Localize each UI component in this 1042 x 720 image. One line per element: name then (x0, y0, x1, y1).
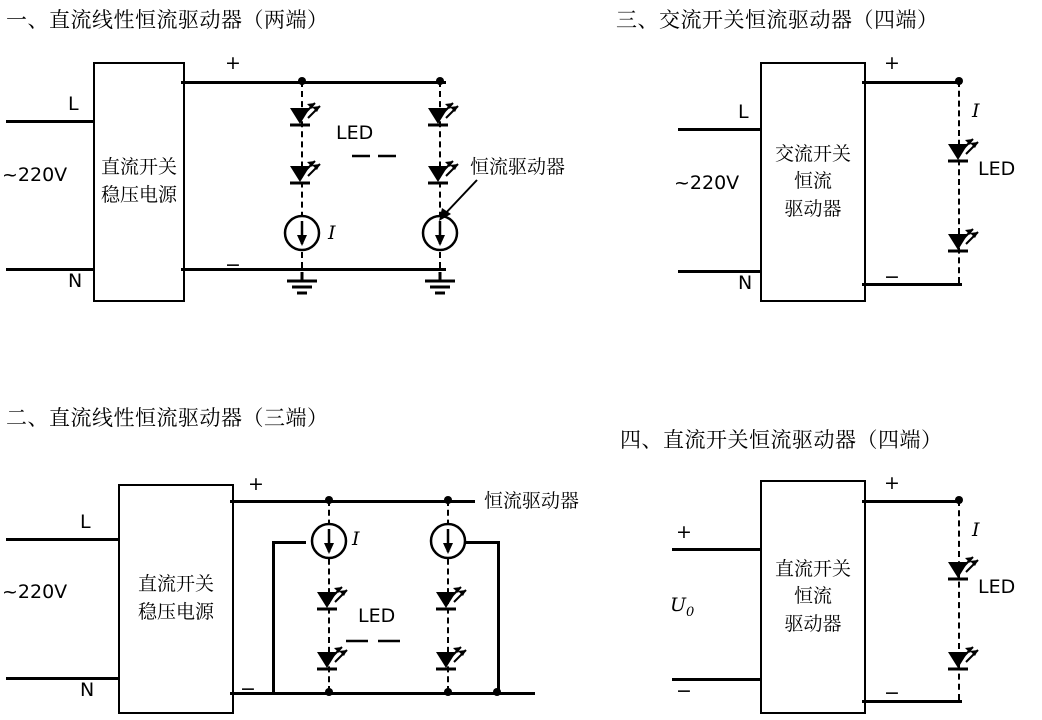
panel-2-box-line-2: 稳压电源 (137, 601, 214, 623)
panel-1-terminal-L: L (68, 93, 79, 115)
panel-4-led-1 (939, 558, 981, 590)
panel-3-source-label: ~220V (674, 172, 740, 194)
panel-1-driver-leader (437, 180, 483, 226)
panel-2-return-left-top (272, 541, 306, 544)
panel-3-box-line-1: 交流开关 (774, 142, 851, 165)
panel-2-title: 二、直流线性恒流驱动器（三端） (6, 406, 329, 430)
panel-2-current-source-a (311, 521, 349, 561)
panel-3-wire-L (678, 128, 762, 131)
panel-2-return-right (497, 541, 500, 693)
panel-2-return-left (272, 541, 275, 693)
panel-2-junction-dot (444, 688, 452, 696)
panel-1-annot-led: LED (336, 122, 374, 144)
panel-2-terminal-L: L (80, 511, 91, 533)
panel-4-box-line-2: 恒流 (793, 585, 832, 608)
panel-2-annot-led: LED (358, 605, 396, 627)
panel-4-polarity-minus: − (884, 682, 900, 704)
panel-2-led-a1 (309, 588, 349, 618)
panel-4-led-2 (939, 648, 981, 680)
panel-2-polarity-plus: + (248, 473, 264, 495)
panel-4-box-line-3: 驱动器 (784, 612, 842, 635)
panel-1-led-leader (352, 152, 408, 160)
panel-1-current-label-a: I (328, 222, 336, 244)
panel-4-polarity-plus: + (884, 472, 900, 494)
panel-3-polarity-minus: − (884, 266, 900, 288)
panel-2-rail-negative (230, 692, 535, 695)
panel-1-terminal-N: N (68, 270, 83, 292)
panel-4-source-sub: 0 (686, 604, 695, 620)
panel-4-box-line-1: 直流开关 (774, 557, 851, 580)
panel-4-rail-positive (862, 500, 962, 503)
panel-2-current-label-a: I (352, 528, 360, 550)
panel-4-title: 四、直流开关恒流驱动器（四端） (620, 428, 943, 452)
panel-2-led-b2 (428, 648, 468, 678)
panel-4-converter-box (760, 480, 866, 714)
panel-4-source-main: U (670, 594, 687, 616)
panel-2-junction-dot (325, 688, 333, 696)
panel-1-led-b1 (420, 104, 460, 134)
panel-1-led-a1 (282, 104, 322, 134)
panel-2-junction-dot (493, 688, 501, 696)
panel-1-title: 一、直流线性恒流驱动器（两端） (6, 8, 329, 32)
panel-2-converter-box (118, 484, 234, 714)
panel-2-led-b1 (428, 588, 468, 618)
panel-1-current-source-a (284, 213, 322, 253)
panel-4-rail-negative (862, 700, 962, 703)
panel-4-wire-plus (672, 548, 762, 551)
panel-2-wire-L (6, 538, 119, 541)
panel-4-terminal-minus: − (676, 680, 692, 702)
panel-1-polarity-plus: + (225, 52, 241, 74)
panel-1-source-label: ~220V (2, 164, 68, 186)
panel-1-rail-negative (181, 268, 446, 271)
panel-3-converter-box (760, 62, 866, 302)
panel-3-polarity-plus: + (884, 52, 900, 74)
panel-4-current-label: I (972, 519, 980, 541)
panel-2-wire-N (6, 677, 119, 680)
panel-3-box-line-3: 驱动器 (784, 197, 842, 220)
panel-2-source-label: ~220V (2, 581, 68, 603)
panel-2-terminal-N: N (80, 679, 95, 701)
panel-3-annot-led: LED (978, 158, 1016, 180)
panel-2-current-source-b (430, 521, 468, 561)
panel-3-rail-negative (862, 283, 962, 286)
panel-2-return-right-top (465, 541, 499, 544)
panel-4-source-label (670, 594, 694, 620)
panel-3-title: 三、交流开关恒流驱动器（四端） (616, 8, 939, 32)
panel-2-led-leader (346, 637, 416, 645)
panel-1-ground-a (285, 272, 321, 298)
panel-1-annot-driver: 恒流驱动器 (470, 156, 566, 178)
panel-1-box-line-2: 稳压电源 (100, 184, 177, 206)
panel-3-rail-positive (862, 81, 962, 84)
panel-1-rail-positive (181, 81, 446, 84)
panel-1-polarity-minus: − (225, 254, 241, 276)
panel-2-rail-positive (230, 500, 475, 503)
panel-3-terminal-N: N (738, 272, 753, 294)
panel-1-wire-L (6, 120, 94, 123)
panel-2-box-line-1: 直流开关 (137, 573, 214, 596)
panel-2-annot-driver: 恒流驱动器 (484, 490, 580, 512)
panel-3-led-1 (939, 140, 981, 172)
panel-2-polarity-minus: − (240, 678, 256, 700)
panel-3-led-2 (939, 230, 981, 262)
panel-3-box-line-2: 恒流 (793, 170, 832, 193)
panel-1-led-a2 (282, 162, 322, 192)
panel-2-led-a2 (309, 648, 349, 678)
panel-1-converter-box (93, 62, 185, 302)
panel-3-current-label: I (972, 100, 980, 122)
panel-1-box-line-1: 直流开关 (100, 156, 177, 179)
panel-1-ground-b (423, 272, 459, 298)
panel-4-terminal-plus: + (676, 521, 692, 543)
panel-3-terminal-L: L (738, 101, 749, 123)
panel-4-annot-led: LED (978, 576, 1016, 598)
